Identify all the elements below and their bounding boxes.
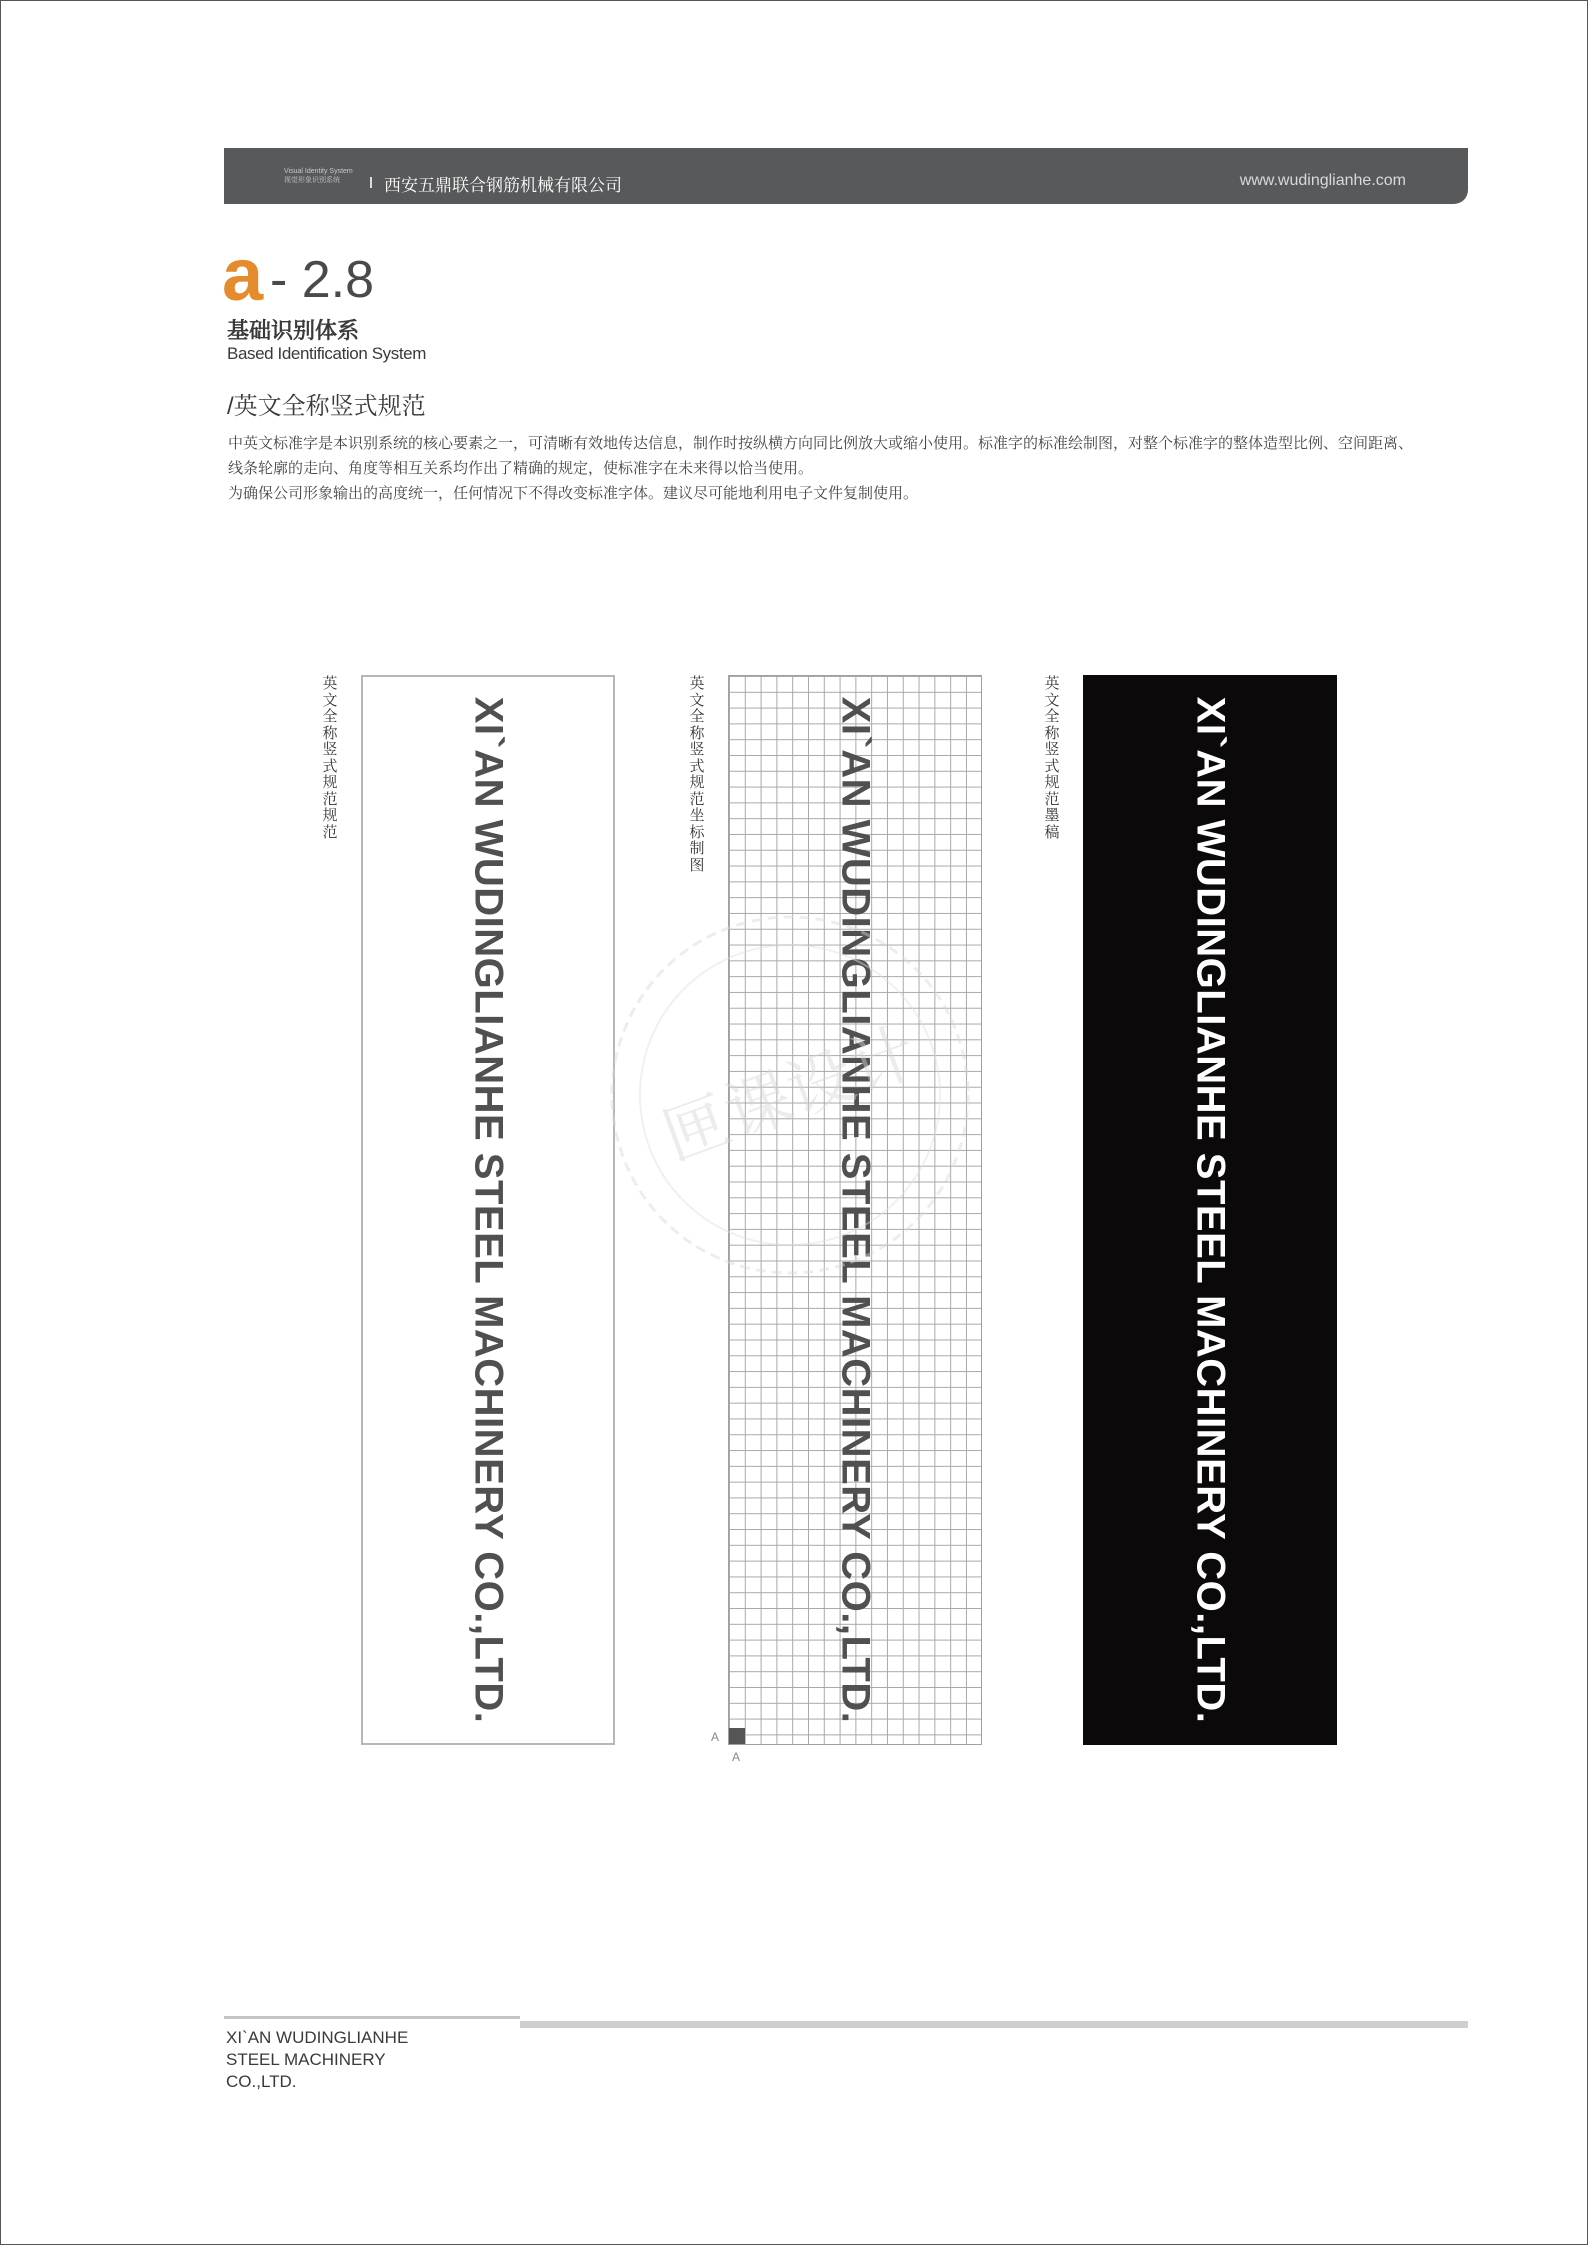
section-letter: a <box>222 233 264 316</box>
grid-unit-label-bottom: A <box>732 1750 741 1764</box>
description-line-2: 线条轮廓的走向、角度等相互关系均作出了精确的规定，使标准字在未来得以恰当使用。 <box>228 460 814 477</box>
grid-unit-square <box>729 1728 745 1744</box>
section-number: - 2.8 <box>270 251 375 309</box>
watermark-text: 匣课设计 <box>652 1013 928 1176</box>
vertical-company-name: XI`AN WUDINGLIANHE STEEL MACHINERY CO.,LTD. <box>1188 696 1233 1724</box>
logo-panel-ink <box>1083 675 1337 1745</box>
website-link[interactable]: www.wudinglianhe.com <box>1239 172 1406 189</box>
vertical-company-name: XI`AN WUDINGLIANHE STEEL MACHINERY CO.,LTD. <box>466 696 511 1724</box>
company-name-cn: 西安五鼎联合钢筋机械有限公司 <box>384 176 622 195</box>
grid-unit-label-left: A <box>711 1730 720 1744</box>
footer-rule <box>224 2016 520 2019</box>
vis-en-label: Visual Identity System <box>284 168 353 175</box>
header-separator <box>370 177 372 188</box>
panel-label-ink: 英文全称竖式规范墨稿 <box>1044 675 1060 841</box>
logo-panel-standard <box>361 675 615 1745</box>
section-title-en: Based Identification System <box>227 344 426 363</box>
header-bar <box>224 148 1468 204</box>
section-title-cn: 基础识别体系 <box>227 318 360 343</box>
vis-cn-label: 视觉形象识别系统 <box>284 177 340 184</box>
panel-label-grid: 英文全称竖式规范坐标制图 <box>689 675 705 874</box>
description-line-3: 为确保公司形象输出的高度统一，任何情况下不得改变标准字体。建议尽可能地利用电子文件复制使用。 <box>228 485 919 502</box>
footer-company-line-2: STEEL MACHINERY <box>226 2050 386 2069</box>
footer-rule-accent <box>520 2021 1468 2028</box>
watermark-stamp <box>600 905 980 1285</box>
footer-company-line-3: CO.,LTD. <box>226 2072 297 2091</box>
description-line-1: 中英文标准字是本识别系统的核心要素之一，可清晰有效地传达信息，制作时按纵横方向同比例放大或缩小使用。标准字的标准绘制图，对整个标准字的整体造型比例、空间距离、 <box>228 435 1414 452</box>
vertical-company-name: XI`AN WUDINGLIANHE STEEL MACHINERY CO.,LTD. <box>833 696 878 1724</box>
footer-company-line-1: XI`AN WUDINGLIANHE <box>226 2028 409 2047</box>
panel-label-standard: 英文全称竖式规范规范 <box>322 675 338 841</box>
page-subtitle: /英文全称竖式规范 <box>227 393 426 420</box>
